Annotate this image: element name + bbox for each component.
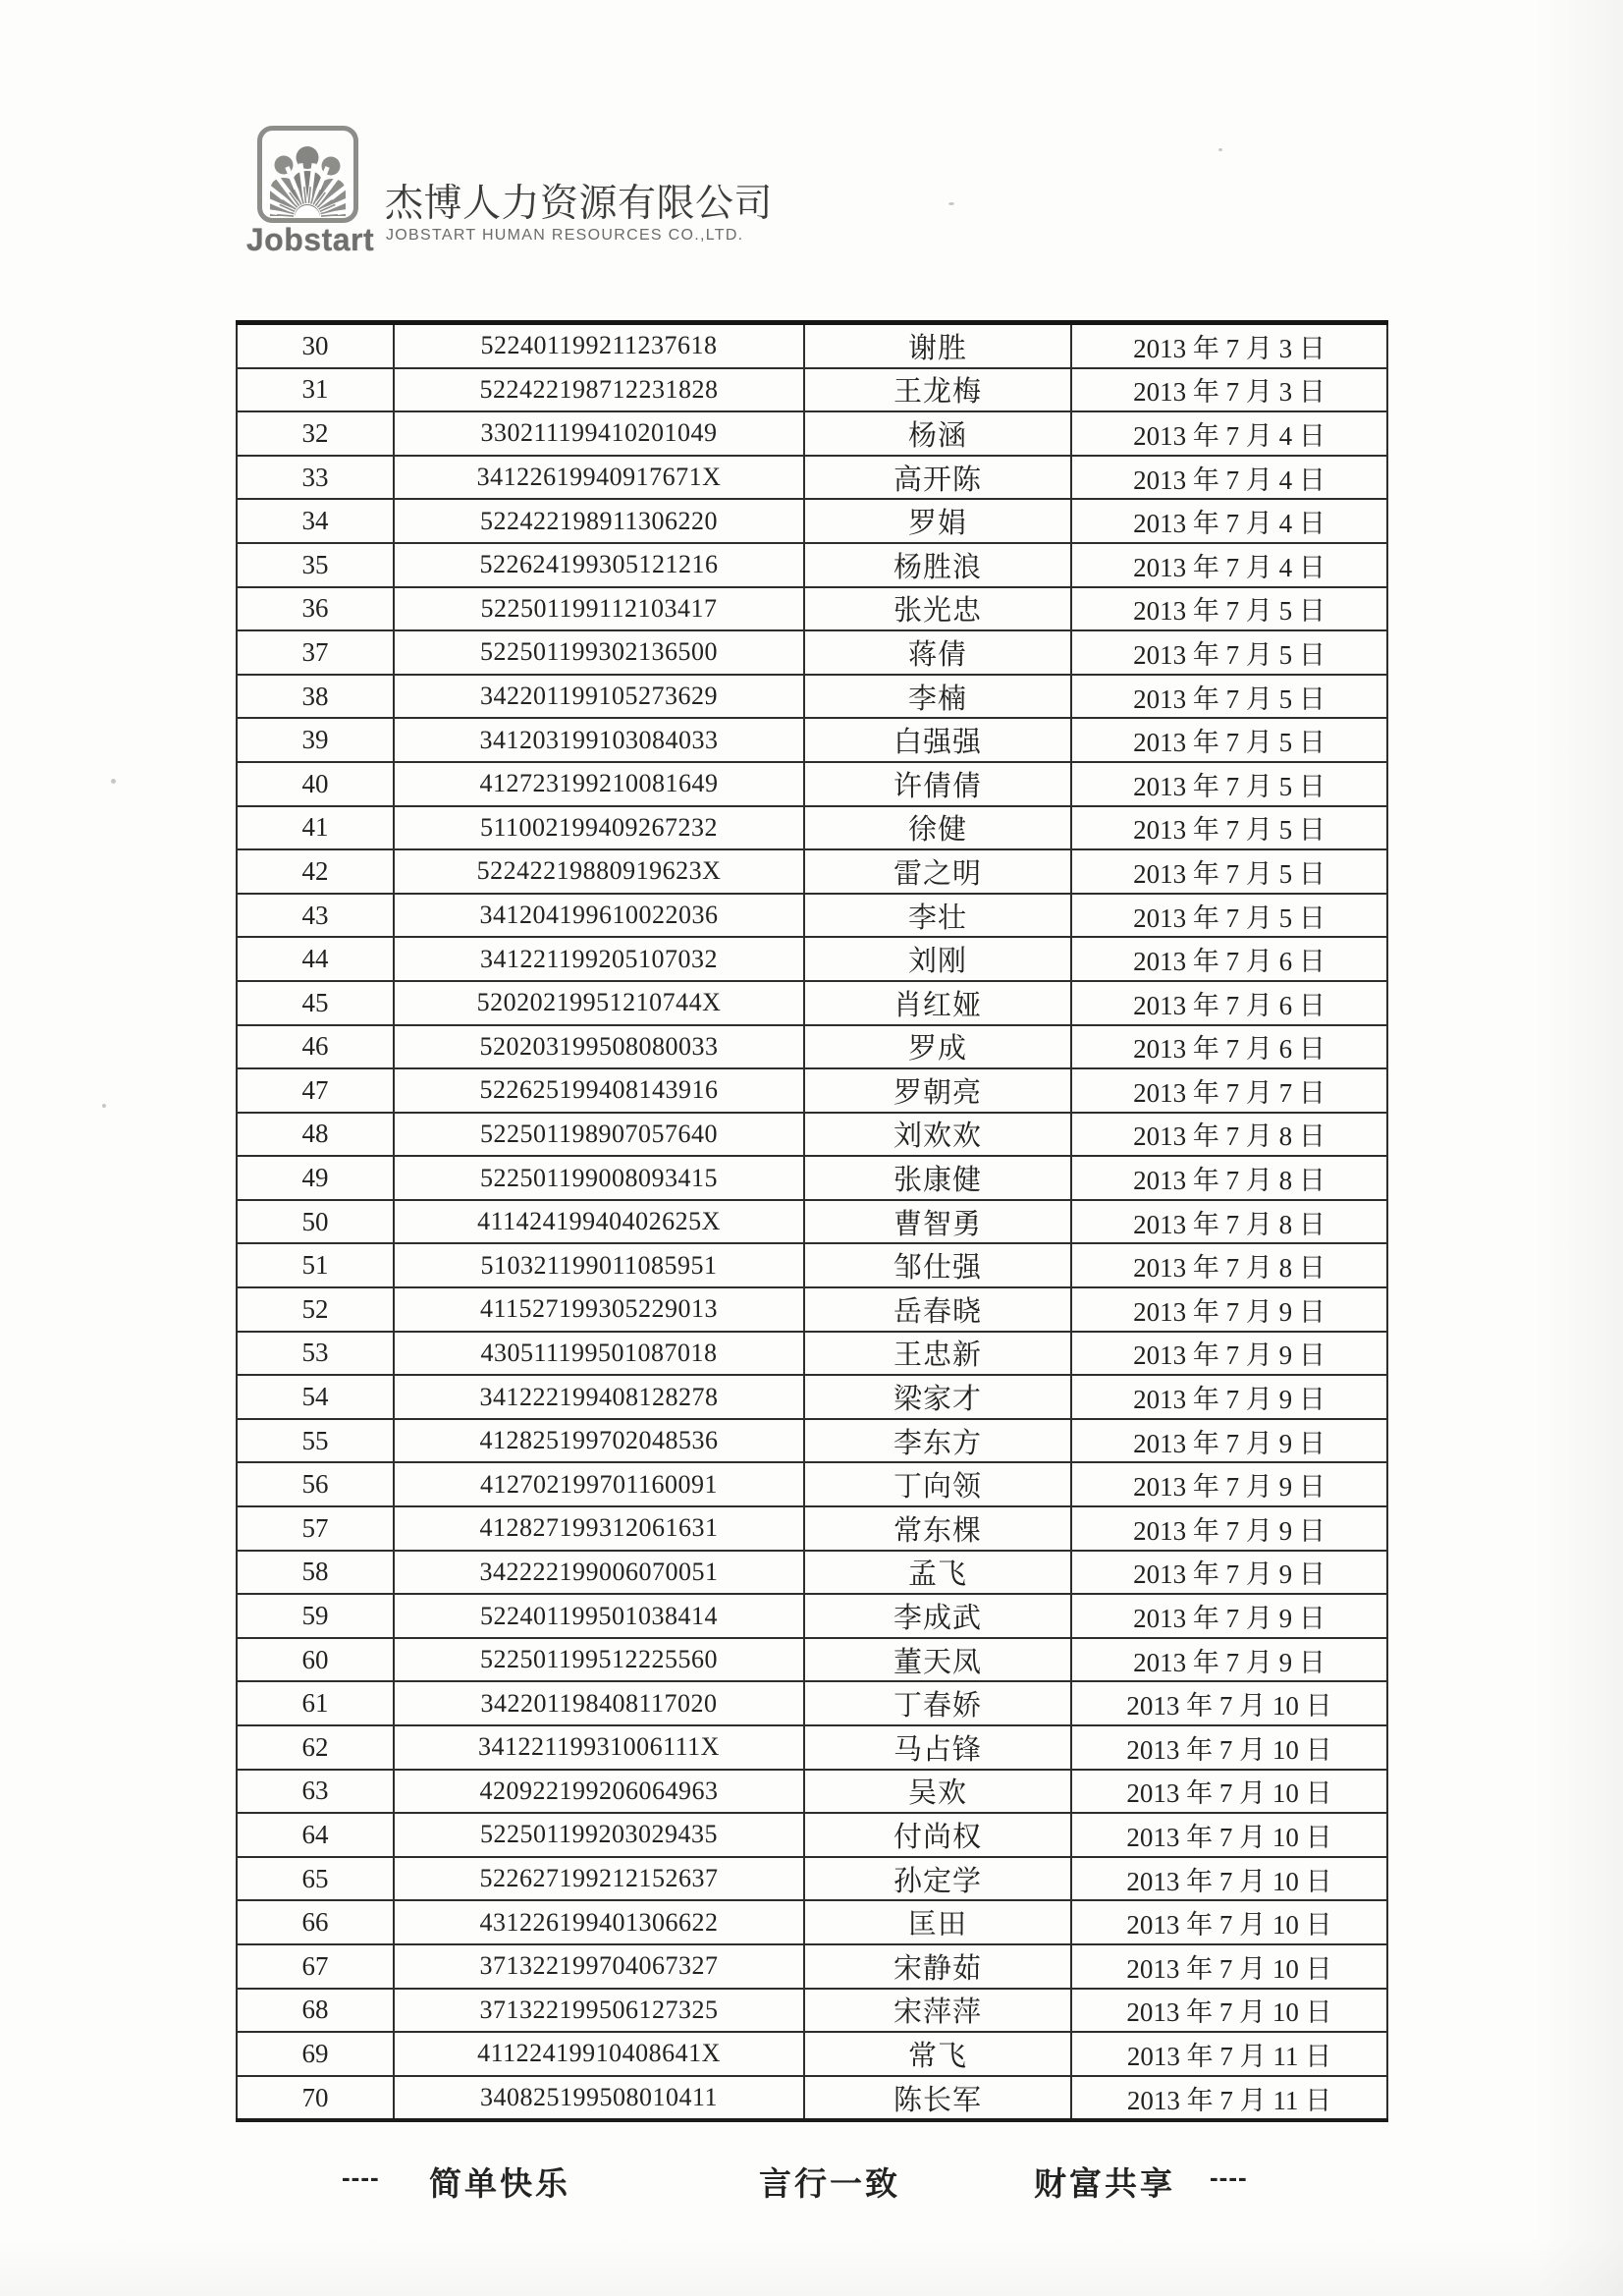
cell-date: 2013 年 7 月 3 日 xyxy=(1071,323,1387,368)
cell-id: 522501198907057640 xyxy=(394,1113,804,1157)
cell-id: 522627199212152637 xyxy=(394,1857,804,1901)
cell-no: 34 xyxy=(237,499,394,543)
table-row xyxy=(237,630,1387,675)
cell-date: 2013 年 7 月 5 日 xyxy=(1071,630,1387,675)
table-row xyxy=(237,1113,1387,1157)
cell-id: 511002199409267232 xyxy=(394,806,804,850)
cell-id: 522422198712231828 xyxy=(394,368,804,412)
cell-no: 50 xyxy=(237,1200,394,1244)
table-row xyxy=(237,762,1387,806)
table-row xyxy=(237,1287,1387,1332)
table-row xyxy=(237,1243,1387,1287)
cell-name: 王忠新 xyxy=(804,1332,1071,1376)
cell-name: 吴欢 xyxy=(804,1770,1071,1814)
table-row xyxy=(237,1068,1387,1113)
table-row xyxy=(237,1594,1387,1638)
company-logo xyxy=(257,126,358,223)
cell-name: 高开陈 xyxy=(804,456,1071,500)
motto-dash-right: ---- xyxy=(1210,2162,1248,2192)
cell-date: 2013 年 7 月 4 日 xyxy=(1071,456,1387,500)
cell-no: 39 xyxy=(237,718,394,762)
cell-no: 57 xyxy=(237,1506,394,1551)
cell-date: 2013 年 7 月 4 日 xyxy=(1071,543,1387,587)
cell-date: 2013 年 7 月 10 日 xyxy=(1071,1900,1387,1944)
cell-no: 56 xyxy=(237,1462,394,1506)
table-row xyxy=(237,2032,1387,2076)
cell-no: 33 xyxy=(237,456,394,500)
cell-id: 371322199704067327 xyxy=(394,1944,804,1989)
cell-id: 52242219880919623X xyxy=(394,849,804,894)
cell-date: 2013 年 7 月 10 日 xyxy=(1071,1770,1387,1814)
table-row xyxy=(237,718,1387,762)
motto-dash-left: ---- xyxy=(342,2162,380,2192)
cell-no: 70 xyxy=(237,2076,394,2121)
table-row xyxy=(237,849,1387,894)
footer-motto xyxy=(0,2159,1623,2202)
cell-id: 342222199006070051 xyxy=(394,1551,804,1595)
cell-no: 46 xyxy=(237,1025,394,1069)
logo-wordmark: Jobstart xyxy=(245,222,375,257)
cell-no: 63 xyxy=(237,1770,394,1814)
cell-date: 2013 年 7 月 5 日 xyxy=(1071,894,1387,938)
table-row xyxy=(237,1419,1387,1463)
cell-date: 2013 年 7 月 6 日 xyxy=(1071,1025,1387,1069)
cell-no: 69 xyxy=(237,2032,394,2076)
cell-no: 62 xyxy=(237,1725,394,1770)
scan-speck xyxy=(1218,148,1222,151)
cell-id: 522501199302136500 xyxy=(394,630,804,675)
table-row xyxy=(237,411,1387,456)
cell-no: 35 xyxy=(237,543,394,587)
cell-date: 2013 年 7 月 9 日 xyxy=(1071,1638,1387,1682)
cell-name: 肖红娅 xyxy=(804,981,1071,1025)
cell-name: 李楠 xyxy=(804,675,1071,719)
cell-name: 常飞 xyxy=(804,2032,1071,2076)
table-body xyxy=(237,323,1387,2121)
cell-name: 许倩倩 xyxy=(804,762,1071,806)
cell-date: 2013 年 7 月 6 日 xyxy=(1071,937,1387,981)
cell-no: 43 xyxy=(237,894,394,938)
cell-date: 2013 年 7 月 7 日 xyxy=(1071,1068,1387,1113)
cell-no: 36 xyxy=(237,587,394,631)
cell-date: 2013 年 7 月 10 日 xyxy=(1071,1725,1387,1770)
cell-name: 陈长军 xyxy=(804,2076,1071,2121)
cell-no: 54 xyxy=(237,1375,394,1419)
cell-date: 2013 年 7 月 8 日 xyxy=(1071,1243,1387,1287)
cell-name: 孟飞 xyxy=(804,1551,1071,1595)
roster-table-container xyxy=(236,320,1388,2122)
cell-date: 2013 年 7 月 9 日 xyxy=(1071,1375,1387,1419)
company-name-en: JOBSTART HUMAN RESOURCES CO.,LTD. xyxy=(386,227,744,244)
cell-no: 59 xyxy=(237,1594,394,1638)
cell-date: 2013 年 7 月 5 日 xyxy=(1071,675,1387,719)
cell-no: 40 xyxy=(237,762,394,806)
table-row xyxy=(237,1375,1387,1419)
cell-name: 匡田 xyxy=(804,1900,1071,1944)
cell-name: 罗娟 xyxy=(804,499,1071,543)
cell-id: 330211199410201049 xyxy=(394,411,804,456)
table-row xyxy=(237,806,1387,850)
cell-no: 38 xyxy=(237,675,394,719)
cell-date: 2013 年 7 月 10 日 xyxy=(1071,1681,1387,1725)
cell-no: 68 xyxy=(237,1989,394,2033)
cell-no: 51 xyxy=(237,1243,394,1287)
cell-id: 522501199203029435 xyxy=(394,1813,804,1857)
cell-date: 2013 年 7 月 9 日 xyxy=(1071,1419,1387,1463)
cell-no: 37 xyxy=(237,630,394,675)
cell-no: 64 xyxy=(237,1813,394,1857)
cell-date: 2013 年 7 月 9 日 xyxy=(1071,1332,1387,1376)
table-row xyxy=(237,1462,1387,1506)
cell-date: 2013 年 7 月 5 日 xyxy=(1071,806,1387,850)
cell-no: 30 xyxy=(237,323,394,368)
cell-id: 412723199210081649 xyxy=(394,762,804,806)
cell-date: 2013 年 7 月 11 日 xyxy=(1071,2076,1387,2121)
scan-speck xyxy=(111,779,116,784)
table-row xyxy=(237,499,1387,543)
cell-id: 522501199512225560 xyxy=(394,1638,804,1682)
cell-id: 41142419940402625X xyxy=(394,1200,804,1244)
cell-no: 65 xyxy=(237,1857,394,1901)
cell-name: 刘刚 xyxy=(804,937,1071,981)
cell-no: 66 xyxy=(237,1900,394,1944)
people-sunburst-icon xyxy=(257,126,358,223)
table-row xyxy=(237,1506,1387,1551)
motto-phrase-2: 言行一致 xyxy=(759,2165,900,2202)
table-row xyxy=(237,1857,1387,1901)
cell-id: 412702199701160091 xyxy=(394,1462,804,1506)
motto-phrase-3: 财富共享 xyxy=(1034,2165,1175,2202)
scan-speck xyxy=(948,202,954,205)
cell-name: 岳春晓 xyxy=(804,1287,1071,1332)
cell-name: 徐健 xyxy=(804,806,1071,850)
cell-name: 刘欢欢 xyxy=(804,1113,1071,1157)
cell-id: 430511199501087018 xyxy=(394,1332,804,1376)
cell-date: 2013 年 7 月 6 日 xyxy=(1071,981,1387,1025)
table-row xyxy=(237,2076,1387,2121)
cell-name: 张康健 xyxy=(804,1156,1071,1200)
cell-name: 李壮 xyxy=(804,894,1071,938)
table-row xyxy=(237,894,1387,938)
table-row xyxy=(237,1638,1387,1682)
cell-name: 雷之明 xyxy=(804,849,1071,894)
roster-table xyxy=(236,320,1388,2122)
cell-date: 2013 年 7 月 9 日 xyxy=(1071,1287,1387,1332)
cell-no: 61 xyxy=(237,1681,394,1725)
cell-no: 31 xyxy=(237,368,394,412)
cell-id: 522422198911306220 xyxy=(394,499,804,543)
cell-name: 马占锋 xyxy=(804,1725,1071,1770)
table-row xyxy=(237,1944,1387,1989)
cell-date: 2013 年 7 月 9 日 xyxy=(1071,1594,1387,1638)
cell-id: 431226199401306622 xyxy=(394,1900,804,1944)
cell-name: 杨胜浪 xyxy=(804,543,1071,587)
table-row xyxy=(237,1200,1387,1244)
table-row xyxy=(237,1770,1387,1814)
cell-id: 34122119931006111X xyxy=(394,1725,804,1770)
cell-date: 2013 年 7 月 10 日 xyxy=(1071,1989,1387,2033)
cell-date: 2013 年 7 月 8 日 xyxy=(1071,1113,1387,1157)
cell-date: 2013 年 7 月 11 日 xyxy=(1071,2032,1387,2076)
cell-no: 47 xyxy=(237,1068,394,1113)
table-row xyxy=(237,368,1387,412)
cell-name: 白强强 xyxy=(804,718,1071,762)
cell-no: 48 xyxy=(237,1113,394,1157)
cell-date: 2013 年 7 月 10 日 xyxy=(1071,1944,1387,1989)
cell-name: 曹智勇 xyxy=(804,1200,1071,1244)
table-row xyxy=(237,1025,1387,1069)
cell-name: 董天凤 xyxy=(804,1638,1071,1682)
cell-id: 522625199408143916 xyxy=(394,1068,804,1113)
motto-phrase-1: 简单快乐 xyxy=(429,2165,570,2202)
cell-name: 蒋倩 xyxy=(804,630,1071,675)
table-row xyxy=(237,1681,1387,1725)
cell-date: 2013 年 7 月 10 日 xyxy=(1071,1857,1387,1901)
table-row xyxy=(237,1332,1387,1376)
cell-name: 王龙梅 xyxy=(804,368,1071,412)
cell-date: 2013 年 7 月 5 日 xyxy=(1071,849,1387,894)
cell-id: 510321199011085951 xyxy=(394,1243,804,1287)
cell-date: 2013 年 7 月 8 日 xyxy=(1071,1200,1387,1244)
cell-name: 李成武 xyxy=(804,1594,1071,1638)
cell-id: 341203199103084033 xyxy=(394,718,804,762)
table-row xyxy=(237,1156,1387,1200)
cell-no: 67 xyxy=(237,1944,394,1989)
cell-name: 张光忠 xyxy=(804,587,1071,631)
cell-name: 常东棵 xyxy=(804,1506,1071,1551)
cell-id: 522401199211237618 xyxy=(394,323,804,368)
cell-name: 孙定学 xyxy=(804,1857,1071,1901)
cell-name: 宋静茹 xyxy=(804,1944,1071,1989)
table-row xyxy=(237,1989,1387,2033)
cell-id: 340825199508010411 xyxy=(394,2076,804,2121)
cell-no: 55 xyxy=(237,1419,394,1463)
table-row xyxy=(237,587,1387,631)
cell-id: 341222199408128278 xyxy=(394,1375,804,1419)
cell-no: 60 xyxy=(237,1638,394,1682)
cell-date: 2013 年 7 月 10 日 xyxy=(1071,1813,1387,1857)
scan-speck xyxy=(102,1104,106,1108)
cell-no: 41 xyxy=(237,806,394,850)
cell-id: 412825199702048536 xyxy=(394,1419,804,1463)
scan-shadow-bottom xyxy=(0,2237,1623,2296)
cell-name: 罗成 xyxy=(804,1025,1071,1069)
cell-date: 2013 年 7 月 5 日 xyxy=(1071,762,1387,806)
cell-no: 58 xyxy=(237,1551,394,1595)
table-row xyxy=(237,675,1387,719)
scan-shadow-right xyxy=(1535,0,1623,2296)
cell-date: 2013 年 7 月 8 日 xyxy=(1071,1156,1387,1200)
table-row xyxy=(237,543,1387,587)
cell-name: 罗朝亮 xyxy=(804,1068,1071,1113)
table-row xyxy=(237,1900,1387,1944)
cell-id: 41122419910408641X xyxy=(394,2032,804,2076)
cell-date: 2013 年 7 月 5 日 xyxy=(1071,587,1387,631)
cell-id: 522624199305121216 xyxy=(394,543,804,587)
cell-id: 520203199508080033 xyxy=(394,1025,804,1069)
cell-id: 34122619940917671X xyxy=(394,456,804,500)
cell-no: 45 xyxy=(237,981,394,1025)
cell-date: 2013 年 7 月 9 日 xyxy=(1071,1462,1387,1506)
cell-name: 李东方 xyxy=(804,1419,1071,1463)
cell-no: 49 xyxy=(237,1156,394,1200)
cell-id: 522501199112103417 xyxy=(394,587,804,631)
cell-date: 2013 年 7 月 4 日 xyxy=(1071,499,1387,543)
cell-name: 谢胜 xyxy=(804,323,1071,368)
cell-id: 341221199205107032 xyxy=(394,937,804,981)
cell-id: 52020219951210744X xyxy=(394,981,804,1025)
cell-id: 411527199305229013 xyxy=(394,1287,804,1332)
cell-date: 2013 年 7 月 5 日 xyxy=(1071,718,1387,762)
cell-no: 44 xyxy=(237,937,394,981)
cell-id: 341204199610022036 xyxy=(394,894,804,938)
table-row xyxy=(237,456,1387,500)
table-row xyxy=(237,1551,1387,1595)
cell-date: 2013 年 7 月 9 日 xyxy=(1071,1506,1387,1551)
table-row xyxy=(237,1813,1387,1857)
cell-name: 宋萍萍 xyxy=(804,1989,1071,2033)
cell-name: 丁春娇 xyxy=(804,1681,1071,1725)
company-name-zh: 杰博人力资源有限公司 xyxy=(385,183,774,225)
cell-name: 丁向领 xyxy=(804,1462,1071,1506)
cell-name: 付尚权 xyxy=(804,1813,1071,1857)
cell-date: 2013 年 7 月 4 日 xyxy=(1071,411,1387,456)
cell-id: 522401199501038414 xyxy=(394,1594,804,1638)
cell-id: 412827199312061631 xyxy=(394,1506,804,1551)
cell-no: 52 xyxy=(237,1287,394,1332)
cell-id: 420922199206064963 xyxy=(394,1770,804,1814)
cell-no: 53 xyxy=(237,1332,394,1376)
cell-name: 邹仕强 xyxy=(804,1243,1071,1287)
table-row xyxy=(237,1725,1387,1770)
cell-name: 梁家才 xyxy=(804,1375,1071,1419)
table-row xyxy=(237,937,1387,981)
cell-name: 杨涵 xyxy=(804,411,1071,456)
cell-date: 2013 年 7 月 9 日 xyxy=(1071,1551,1387,1595)
table-row xyxy=(237,981,1387,1025)
cell-id: 522501199008093415 xyxy=(394,1156,804,1200)
cell-no: 32 xyxy=(237,411,394,456)
cell-no: 42 xyxy=(237,849,394,894)
cell-date: 2013 年 7 月 3 日 xyxy=(1071,368,1387,412)
cell-id: 371322199506127325 xyxy=(394,1989,804,2033)
table-row xyxy=(237,323,1387,368)
cell-id: 342201198408117020 xyxy=(394,1681,804,1725)
cell-id: 342201199105273629 xyxy=(394,675,804,719)
